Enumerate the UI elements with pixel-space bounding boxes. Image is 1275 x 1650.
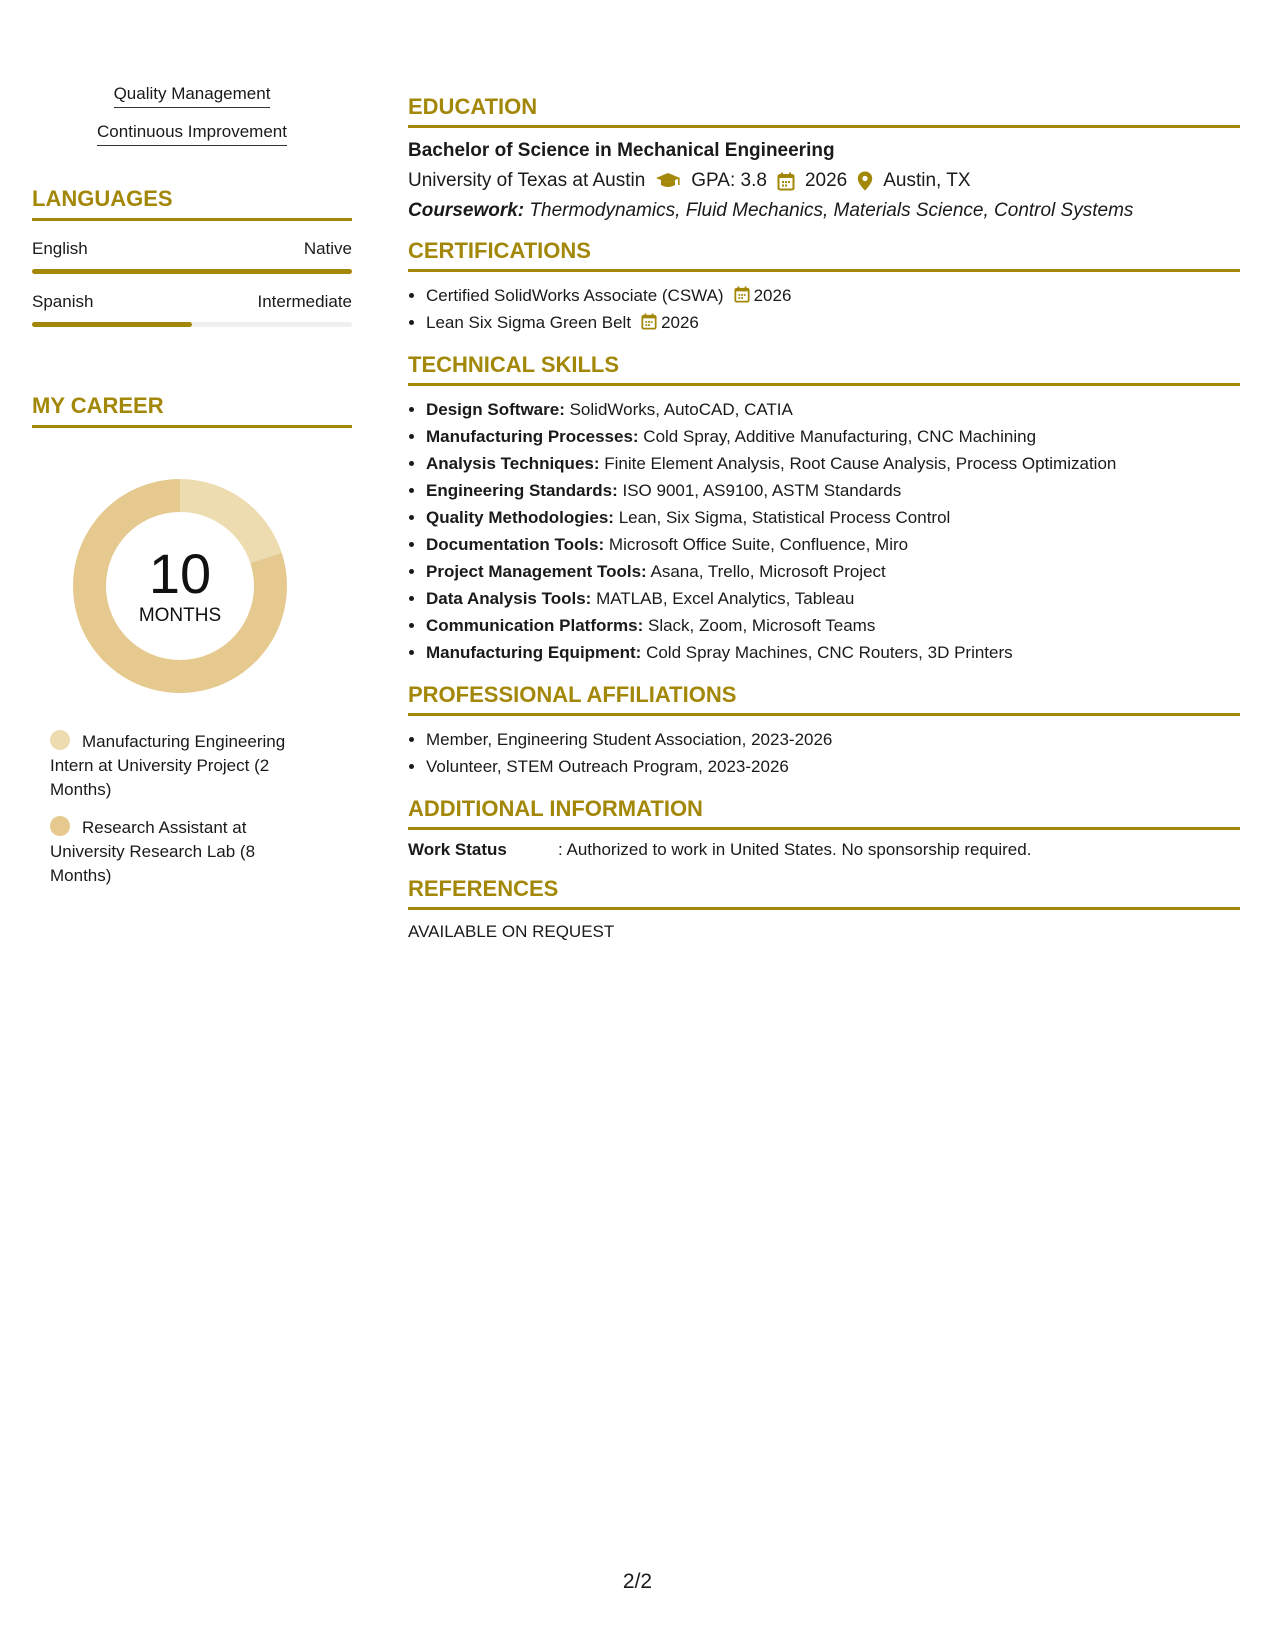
skill-item [426,612,1240,639]
skill-value: MATLAB, Excel Analytics, Tableau [596,589,855,608]
sidebar [32,84,352,902]
language-name: English [32,239,88,258]
career-legend [50,730,320,888]
skill-label: Design Software: [426,400,565,419]
legend-dot-icon [50,730,70,750]
languages-heading: LANGUAGES [32,186,352,221]
affiliation-item: • Member, Engineering Student Association, 2023-2026 [426,726,1240,753]
certification-year: 2026 [661,313,699,332]
skill-item [426,477,1240,504]
certification-name: Lean Six Sigma Green Belt [426,313,632,332]
certifications-section [408,238,1240,336]
skill-item [426,531,1240,558]
language-proficiency-bar [32,269,352,274]
skill-label: Analysis Techniques: [426,454,600,473]
career-heading: MY CAREER [32,393,352,428]
skill-value: Cold Spray Machines, CNC Routers, 3D Printers [646,643,1013,662]
calendar-icon [777,172,795,191]
affiliation-item: • Volunteer, STEM Outreach Program, 2023-2026 [426,753,1240,780]
career-legend-label: Research Assistant at University Research Lab (8 Months) [50,818,256,885]
certification-item [426,282,1240,309]
career-legend-item [50,730,320,802]
skill-label: Manufacturing Processes: [426,427,639,446]
calendar-icon [641,313,657,330]
skill-label: Engineering Standards: [426,481,618,500]
skill-item [426,450,1240,477]
calendar-icon [734,286,750,303]
skill-item [426,558,1240,585]
coursework-label: Coursework: [408,200,525,221]
skill-label: Data Analysis Tools: [426,589,592,608]
career-legend-label: Manufacturing Engineering Intern at University Project (2 Months) [50,732,286,799]
career-legend-item [50,816,320,888]
skill-item [426,639,1240,666]
skill-label: Project Management Tools: [426,562,647,581]
gpa: GPA: 3.8 [691,170,767,191]
language-item [32,292,352,327]
skill-value: Asana, Trello, Microsoft Project [650,562,886,581]
skill-value: Finite Element Analysis, Root Cause Analysis, Process Optimization [604,454,1117,473]
skill-label: Quality Methodologies: [426,508,614,527]
education-heading: EDUCATION [408,94,1240,128]
career-total: 10 [148,542,212,605]
skill-item [426,423,1240,450]
skill-value: Lean, Six Sigma, Statistical Process Control [618,508,951,527]
education-section [408,94,1240,222]
skill-item [426,396,1240,423]
additional-info-section [408,796,1240,860]
skill-value: SolidWorks, AutoCAD, CATIA [569,400,793,419]
language-level: Intermediate [257,292,352,311]
skill-value: ISO 9001, AS9100, ASTM Standards [622,481,902,500]
graduation-year: 2026 [804,170,848,191]
work-status-value: : Authorized to work in United States. No sponsorship required. [558,840,1032,859]
language-proficiency-fill [32,269,352,274]
graduation-cap-icon [655,172,681,190]
skill-label: Communication Platforms: [426,616,644,635]
page-number: 2/2 [622,1570,653,1593]
affiliations-heading: PROFESSIONAL AFFILIATIONS [408,682,1240,716]
technical-skills-heading: TECHNICAL SKILLS [408,352,1240,386]
work-status-label: Work Status [408,840,507,859]
school-location: Austin, TX [883,170,971,191]
certification-item [426,309,1240,336]
work-status-row [408,840,1240,860]
school-name: University of Texas at Austin [408,170,646,191]
main-content [408,94,1240,958]
legend-dot-icon [50,816,70,836]
language-proficiency-bar [32,322,352,327]
education-details [408,170,1240,192]
references-section [408,876,1240,942]
technical-skills-section [408,352,1240,666]
certification-year: 2026 [753,286,792,305]
language-proficiency-fill [32,322,192,327]
skill-tag: Continuous Improvement [97,122,287,146]
skill-value: Cold Spray, Additive Manufacturing, CNC Machining [643,427,1037,446]
skill-label: Manufacturing Equipment: [426,643,642,662]
language-name: Spanish [32,292,94,311]
skill-label: Documentation Tools: [426,535,605,554]
skill-value: Microsoft Office Suite, Confluence, Miro [608,535,909,554]
references-text: AVAILABLE ON REQUEST [408,922,615,941]
affiliations-section [408,682,1240,780]
certification-name: Certified SolidWorks Associate (CSWA) [426,286,724,305]
degree-title: Bachelor of Science in Mechanical Engineering [408,140,835,161]
career-donut-chart [66,472,294,700]
skill-tag: Quality Management [114,84,271,108]
skill-item [426,504,1240,531]
references-heading: REFERENCES [408,876,1240,910]
career-unit: MONTHS [138,605,222,626]
coursework-list: Thermodynamics, Fluid Mechanics, Materials Science, Control Systems [529,200,1134,221]
skill-value: Slack, Zoom, Microsoft Teams [647,616,876,635]
certifications-heading: CERTIFICATIONS [408,238,1240,272]
location-pin-icon [857,171,873,191]
coursework [408,200,1240,222]
language-level: Native [303,239,352,258]
additional-info-heading: ADDITIONAL INFORMATION [408,796,1240,830]
language-item [32,239,352,274]
skill-item [426,585,1240,612]
